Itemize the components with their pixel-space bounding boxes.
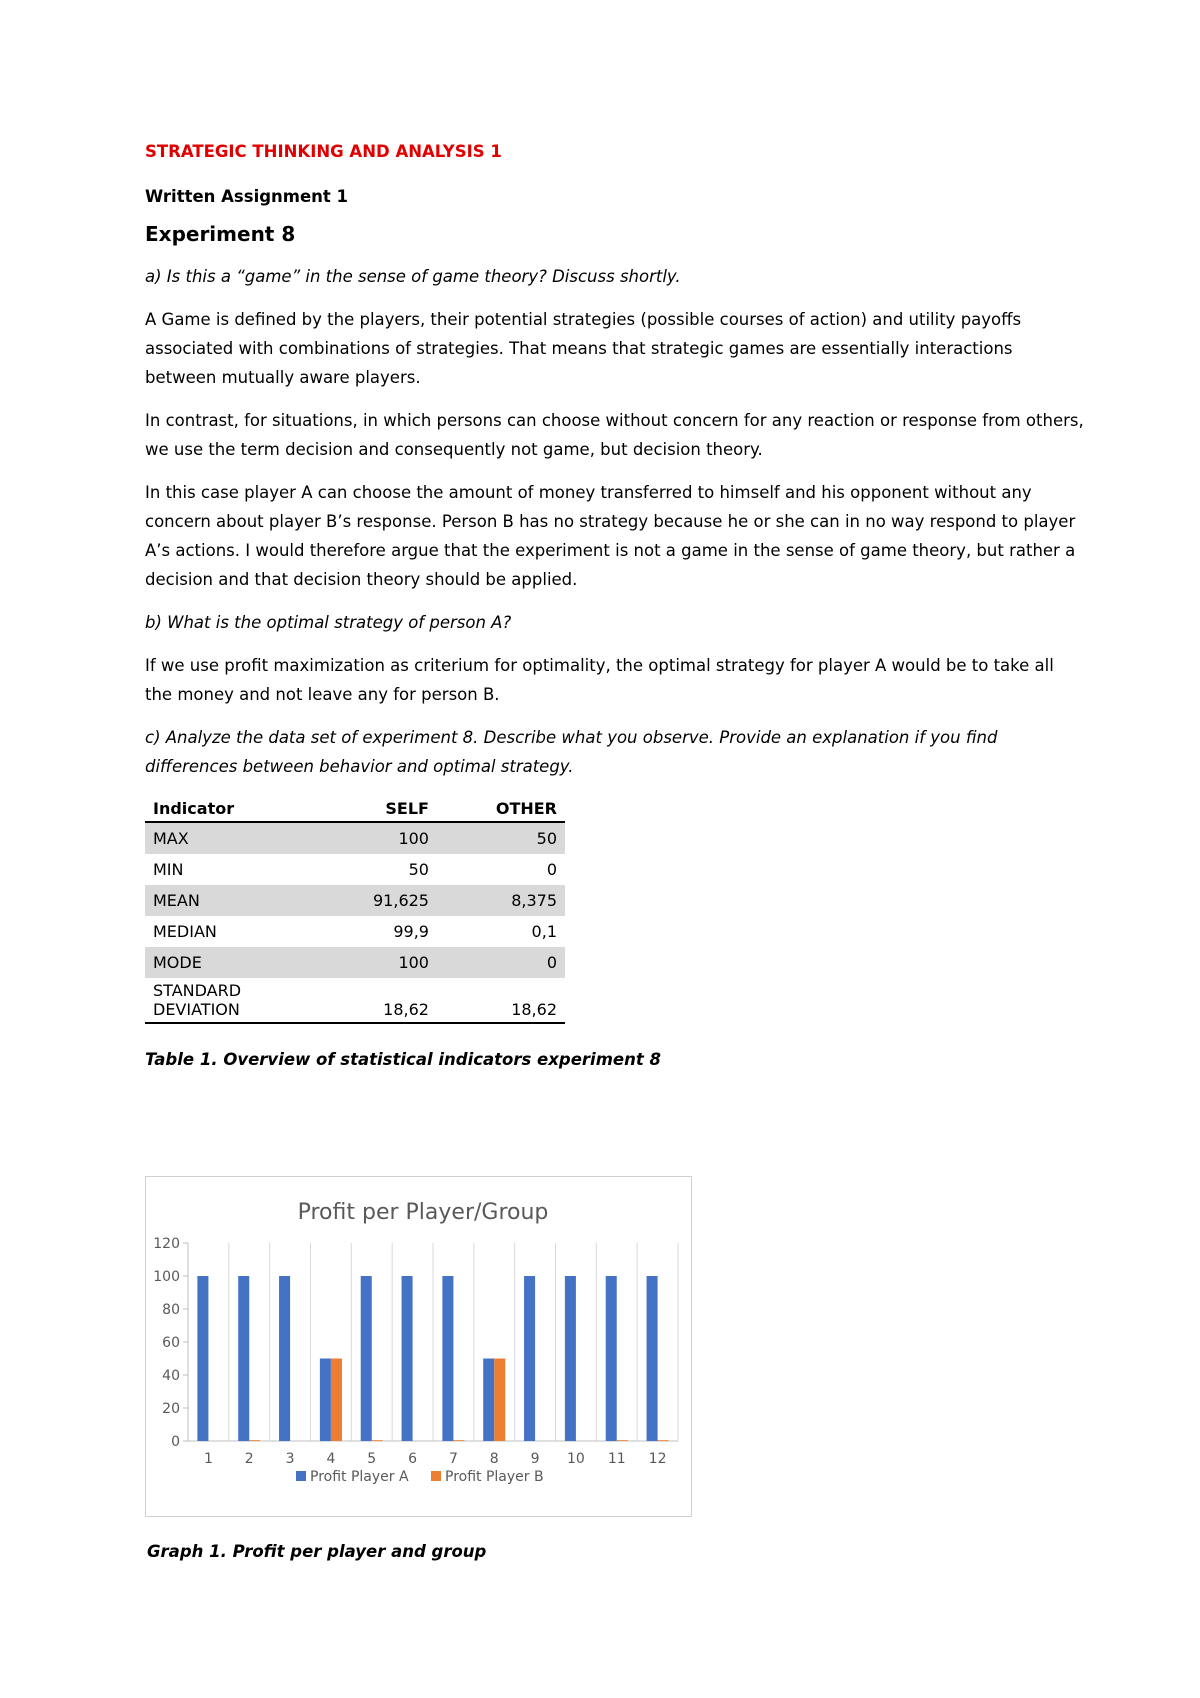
table-cell (145, 978, 318, 1023)
paragraph-b: If we use profit maximization as criterium for optimality, the optimal strategy for player A would be to take all the money and not leave any for person B. (145, 656, 1054, 704)
x-tick-label: 2 (244, 1451, 254, 1467)
x-tick-label: 11 (607, 1451, 626, 1467)
x-tick-label: 4 (326, 1451, 336, 1467)
bar-player-a (647, 1276, 658, 1441)
bar-player-a (320, 1359, 331, 1442)
legend-swatch-player-b (431, 1471, 441, 1481)
bar-player-b (617, 1440, 628, 1441)
table-cell: 0 (546, 860, 557, 879)
profit-chart (145, 1176, 692, 1517)
table-caption: Table 1. Overview of statistical indicators experiment 8 (145, 1050, 661, 1069)
x-tick-label: 5 (367, 1451, 377, 1467)
table-row (145, 947, 565, 978)
assignment-title: Written Assignment 1 (145, 187, 349, 206)
paragraph-a2: In contrast, for situations, in which persons can choose without concern for any reaction or response from others, we use the term decision and consequently not game, but decision theory. (145, 411, 1084, 459)
legend-swatch-player-a (296, 1471, 306, 1481)
table-cell: 50 (437, 822, 565, 854)
x-tick-label: 12 (648, 1451, 667, 1467)
legend-label-player-b: Profit Player B (445, 1469, 544, 1485)
table-cell: MEDIAN (153, 922, 217, 941)
bar-player-b (494, 1359, 505, 1442)
std-label-line2: DEVIATION (153, 1000, 240, 1019)
paragraph-a3: In this case player A can choose the amount of money transferred to himself and his opponent without any concern about player B’s response. Person B has no strategy because he or she can in no way respond to player A’s actions. I would therefore argue that the experiment is not a game in the sense of game theory, but rather a decision and that decision theory should be applied. (145, 483, 1076, 589)
x-tick-label: 1 (203, 1451, 213, 1467)
table-header-other: OTHER (437, 795, 565, 822)
table-cell: MAX (145, 822, 318, 854)
bar-player-a (524, 1276, 535, 1441)
bar-player-b (372, 1440, 383, 1441)
table-row (145, 916, 565, 947)
y-tick-label: 80 (162, 1302, 180, 1318)
bar-player-a (442, 1276, 453, 1441)
table-header-self: SELF (318, 795, 437, 822)
table-row (145, 978, 565, 1023)
question-a: a) Is this a “game” in the sense of game theory? Discuss shortly. (145, 267, 681, 286)
table-header-row (145, 795, 565, 822)
question-b: b) What is the optimal strategy of person A? (145, 613, 512, 632)
table-row (145, 822, 565, 854)
table-cell: MEAN (145, 885, 318, 916)
table-cell: 0 (437, 947, 565, 978)
table-cell: 18,62 (318, 978, 437, 1023)
bar-player-a (279, 1276, 290, 1441)
y-tick-label: 120 (153, 1236, 180, 1252)
stats-table (145, 795, 565, 1024)
bar-player-a (361, 1276, 372, 1441)
table-row (145, 885, 565, 916)
y-tick-label: 100 (153, 1269, 180, 1285)
table-cell: MODE (145, 947, 318, 978)
table-row (145, 854, 565, 885)
table-cell: 99,9 (393, 922, 429, 941)
y-tick-label: 20 (162, 1401, 180, 1417)
table-cell: 0,1 (531, 922, 557, 941)
x-tick-label: 9 (530, 1451, 540, 1467)
table-cell: 8,375 (437, 885, 565, 916)
bar-player-b (249, 1440, 260, 1441)
course-title: STRATEGIC THINKING AND ANALYSIS 1 (145, 142, 502, 161)
x-tick-label: 3 (285, 1451, 295, 1467)
table-header-indicator: Indicator (145, 795, 318, 822)
y-tick-label: 40 (162, 1368, 180, 1384)
x-tick-label: 7 (448, 1451, 458, 1467)
paragraph-a1: A Game is defined by the players, their potential strategies (possible courses of action) and utility payoffs associated with combinations of strategies. That means that strategic games are essentially interactions between mutually aware players. (145, 310, 1022, 387)
document-body (145, 142, 1085, 1069)
y-tick-label: 0 (171, 1434, 180, 1450)
chart-title: Profit per Player/Group (297, 1200, 549, 1225)
table-cell: 18,62 (437, 978, 565, 1023)
table-cell: 100 (318, 947, 437, 978)
chart-svg (146, 1177, 691, 1516)
std-label-line1: STANDARD (153, 981, 242, 1000)
table-cell: 50 (408, 860, 429, 879)
bar-player-a (606, 1276, 617, 1441)
experiment-heading: Experiment 8 (145, 222, 296, 246)
bar-player-b (453, 1440, 464, 1441)
graph-caption: Graph 1. Profit per player and group (147, 1542, 487, 1561)
y-tick-label: 60 (162, 1335, 180, 1351)
table-cell: MIN (153, 860, 184, 879)
bar-player-a (238, 1276, 249, 1441)
bar-player-a (197, 1276, 208, 1441)
table-cell: 100 (318, 822, 437, 854)
bar-player-a (565, 1276, 576, 1441)
x-tick-label: 6 (408, 1451, 418, 1467)
question-c: c) Analyze the data set of experiment 8. Describe what you observe. Provide an explanation if you find differences between behavior and optimal strategy. (145, 728, 998, 776)
bar-player-a (483, 1359, 494, 1442)
legend-label-player-a: Profit Player A (310, 1469, 409, 1485)
x-tick-label: 8 (489, 1451, 499, 1467)
bar-player-b (658, 1440, 669, 1441)
bar-player-a (402, 1276, 413, 1441)
table-cell: 91,625 (318, 885, 437, 916)
x-tick-label: 10 (567, 1451, 585, 1467)
bar-player-b (331, 1359, 342, 1442)
